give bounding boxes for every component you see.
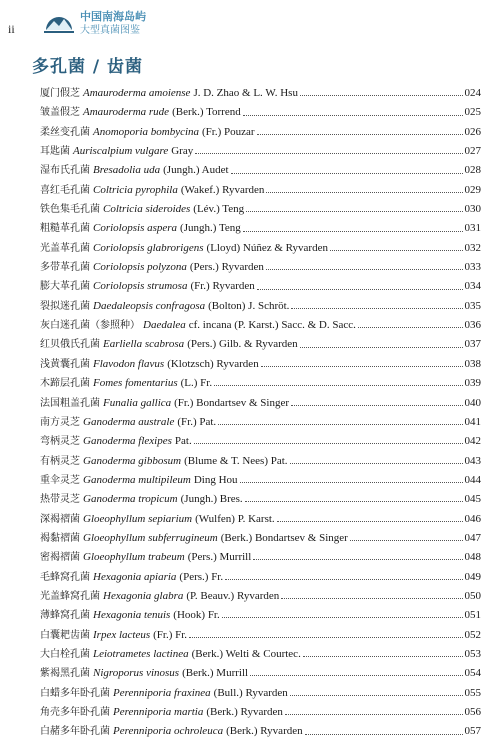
- toc-entry[interactable]: [40, 587, 481, 606]
- leader-dots: [291, 405, 462, 406]
- entry-author: Ding Hou: [193, 473, 238, 486]
- entry-page-number: 056: [464, 706, 481, 718]
- entry-author: (Berk.) Bondartsev & Singer: [220, 531, 348, 544]
- entry-chinese-name: 浅黄囊孔菌: [40, 358, 90, 370]
- entry-chinese-name: 湿布氏孔菌: [40, 165, 90, 177]
- entry-page-number: 048: [464, 551, 481, 564]
- entry-page-number: 036: [464, 319, 481, 332]
- series-subtitle: 大型真菌图鉴: [80, 25, 140, 36]
- series-title: 中国南海岛屿: [80, 10, 146, 23]
- toc-entry[interactable]: [40, 432, 481, 451]
- toc-entry[interactable]: [40, 606, 481, 625]
- entry-latin-name: Nigroporus vinosus: [93, 667, 180, 680]
- entry-page-number: 037: [464, 338, 481, 351]
- toc-entry[interactable]: [40, 722, 481, 741]
- series-title-block: [80, 10, 146, 38]
- toc-entry[interactable]: [40, 645, 481, 664]
- entry-page-number: 034: [464, 280, 481, 293]
- table-of-contents: [40, 84, 481, 742]
- entry-page-number: 054: [464, 667, 481, 680]
- entry-chinese-name: 光盖革孔菌: [40, 242, 90, 254]
- entry-author: (Fr.) Pouzar: [202, 125, 255, 138]
- entry-author: J. D. Zhao & L. W. Hsu: [193, 87, 298, 99]
- entry-latin-name: Hexagonia glabra: [103, 589, 184, 602]
- toc-entry[interactable]: [40, 413, 481, 432]
- entry-author: (Berk.) Ryvarden: [206, 706, 283, 718]
- entry-chinese-name: 白蜡多年卧孔菌: [40, 687, 110, 699]
- entry-latin-name: Anomoporia bombycina: [93, 125, 200, 138]
- entry-latin-name: Coriolopsis polyzona: [93, 261, 187, 274]
- leader-dots: [243, 115, 463, 116]
- toc-entry[interactable]: [40, 355, 481, 374]
- leader-dots: [277, 521, 463, 522]
- toc-entry[interactable]: [40, 103, 481, 122]
- entry-author: (P. Beauv.) Ryvarden: [186, 589, 280, 602]
- entry-page-number: 029: [464, 183, 481, 196]
- entry-author: Gray: [171, 145, 194, 158]
- entry-page-number: 026: [464, 125, 481, 138]
- entry-author: (Fr.) Bondartsev & Singer: [174, 396, 290, 409]
- entry-latin-name: Flavodon flavus: [93, 357, 165, 370]
- entry-page-number: 041: [464, 415, 481, 428]
- entry-chinese-name: 多带革孔菌: [40, 262, 90, 274]
- entry-page-number: 050: [464, 589, 481, 602]
- toc-entry[interactable]: [40, 490, 481, 509]
- toc-entry[interactable]: [40, 664, 481, 683]
- entry-page-number: 045: [464, 493, 481, 506]
- entry-latin-name: Earliella scabrosa: [103, 338, 185, 351]
- toc-entry[interactable]: [40, 142, 481, 161]
- leader-dots: [222, 617, 463, 618]
- leader-dots: [300, 95, 463, 96]
- entry-latin-name: Fomes fomentarius: [93, 377, 178, 390]
- entry-author: (Bull.) Ryvarden: [213, 686, 288, 699]
- entry-author: (Fr.) Ryvarden: [190, 280, 255, 293]
- entry-author: (Bolton) J. Schröt.: [208, 299, 290, 312]
- entry-page-number: 055: [464, 686, 481, 699]
- entry-chinese-name: 重伞灵芝: [40, 474, 80, 486]
- leader-dots: [195, 153, 462, 154]
- entry-chinese-name: 角壳多年卧孔菌: [40, 707, 110, 718]
- leader-dots: [243, 231, 463, 232]
- entry-author: (L.) Fr.: [180, 377, 213, 390]
- entry-latin-name: Irpex lacteus: [93, 628, 151, 641]
- entry-latin-name: Auriscalpium vulgare: [73, 145, 169, 158]
- entry-page-number: 046: [464, 512, 481, 525]
- leader-dots: [245, 501, 463, 502]
- toc-entry[interactable]: [40, 529, 481, 548]
- entry-page-number: 028: [464, 164, 481, 177]
- entry-latin-name: Ganoderma australe: [83, 415, 175, 428]
- toc-entry[interactable]: [40, 239, 481, 258]
- entry-latin-name: Ganoderma tropicum: [83, 493, 178, 506]
- entry-latin-name: Perenniporia fraxinea: [113, 686, 211, 699]
- entry-author: (Fr.) Pat.: [177, 415, 217, 428]
- leader-dots: [257, 134, 463, 135]
- section-title: 多孔菌 / 齿菌: [32, 57, 144, 77]
- entry-chinese-name: 毛蜂窝孔菌: [40, 571, 90, 583]
- entry-chinese-name: 光盖蜂窝孔菌: [40, 590, 100, 602]
- toc-entry[interactable]: [40, 181, 481, 200]
- entry-author: (Pers.) Murrill: [187, 551, 252, 564]
- leader-dots: [291, 308, 462, 309]
- entry-chinese-name: 有柄灵芝: [40, 455, 80, 467]
- entry-chinese-name: 皱盖假芝: [40, 107, 80, 119]
- entry-latin-name: Coriolopsis aspera: [93, 222, 178, 235]
- entry-latin-name: Leiotrametes lactinea: [93, 647, 189, 660]
- entry-page-number: 039: [464, 377, 481, 390]
- leader-dots: [218, 424, 462, 425]
- entry-author: (Klotzsch) Ryvarden: [167, 357, 259, 370]
- entry-author: cf. incana (P. Karst.) Sacc. & D. Sacc.: [188, 319, 356, 332]
- toc-entry[interactable]: [40, 316, 481, 335]
- entry-chinese-name: 深褐褶菌: [40, 513, 80, 525]
- entry-chinese-name: 法国粗盖孔菌: [40, 397, 100, 409]
- entry-page-number: 052: [464, 628, 481, 641]
- logo-icon: [42, 10, 76, 40]
- entry-latin-name: Coltricia pyrophila: [93, 183, 178, 196]
- entry-latin-name: Daedalea: [143, 319, 186, 332]
- page-number: ii: [8, 22, 15, 36]
- entry-page-number: 027: [464, 145, 481, 158]
- entry-latin-name: Coriolopsis glabrorigens: [93, 241, 204, 254]
- entry-chinese-name: 红贝俄氏孔菌: [40, 339, 100, 351]
- leader-dots: [358, 327, 463, 328]
- toc-entry[interactable]: [40, 394, 481, 413]
- entry-page-number: 047: [464, 531, 481, 544]
- entry-page-number: 049: [464, 570, 481, 583]
- entry-page-number: 024: [464, 87, 481, 99]
- leader-dots: [300, 347, 463, 348]
- leader-dots: [250, 675, 462, 676]
- entry-latin-name: Gloeophyllum subferrugineum: [83, 531, 218, 544]
- entry-page-number: 042: [464, 435, 481, 448]
- toc-entry[interactable]: [40, 626, 481, 645]
- entry-chinese-name: 耳匙菌: [40, 146, 70, 158]
- entry-chinese-name: 膨大革孔菌: [40, 281, 90, 293]
- leader-dots: [194, 443, 463, 444]
- toc-entry[interactable]: [40, 684, 481, 703]
- entry-page-number: 044: [464, 473, 481, 486]
- entry-page-number: 025: [464, 106, 481, 119]
- entry-latin-name: Ganoderma flexipes: [83, 435, 172, 448]
- toc-entry[interactable]: [40, 452, 481, 471]
- entry-chinese-name: 密褐褶菌: [40, 552, 80, 564]
- entry-latin-name: Hexagonia apiaria: [93, 570, 177, 583]
- entry-author: (Berk.) Welti & Courtec.: [191, 647, 301, 660]
- entry-latin-name: Funalia gallica: [103, 396, 172, 409]
- entry-author: (Wakef.) Ryvarden: [180, 183, 265, 196]
- entry-latin-name: Ganoderma multipileum: [83, 473, 191, 486]
- toc-entry[interactable]: [40, 510, 481, 529]
- leader-dots: [285, 714, 463, 715]
- toc-entry[interactable]: [40, 161, 481, 180]
- entry-chinese-name: 弯柄灵芝: [40, 436, 80, 448]
- entry-chinese-name: 南方灵芝: [40, 416, 80, 428]
- entry-latin-name: Bresadolia uda: [93, 164, 161, 177]
- toc-entry[interactable]: [40, 703, 481, 722]
- toc-entry[interactable]: [40, 335, 481, 354]
- toc-entry[interactable]: [40, 258, 481, 277]
- entry-chinese-name: 铁色集毛孔菌: [40, 204, 100, 216]
- entry-latin-name: Amauroderma amoiense: [83, 87, 191, 99]
- entry-author: (Berk.) Torrend: [172, 106, 241, 119]
- entry-author: Pat.: [174, 435, 192, 448]
- toc-entry[interactable]: [40, 297, 481, 316]
- entry-author: (Jungh.) Audet: [163, 164, 229, 177]
- entry-chinese-name: 大白栓孔菌: [40, 648, 90, 660]
- entry-author: (Lloyd) Núñez & Ryvarden: [206, 241, 328, 254]
- leader-dots: [240, 482, 463, 483]
- entry-page-number: 031: [464, 222, 481, 235]
- leader-dots: [246, 211, 462, 212]
- entry-page-number: 035: [464, 299, 481, 312]
- toc-entry[interactable]: [40, 374, 481, 393]
- entry-latin-name: Hexagonia tenuis: [93, 609, 171, 622]
- entry-chinese-name: 褐黏褶菌: [40, 532, 80, 544]
- entry-chinese-name: 薄蜂窝孔菌: [40, 610, 90, 622]
- entry-page-number: 030: [464, 203, 481, 216]
- toc-entry[interactable]: [40, 219, 481, 238]
- entry-author: (Hook) Fr.: [173, 609, 220, 622]
- entry-chinese-name: 白囊耙齿菌: [40, 629, 90, 641]
- entry-author: (Pers.) Fr.: [179, 570, 224, 583]
- toc-entry[interactable]: [40, 84, 481, 103]
- entry-author: (Berk.) Ryvarden: [226, 725, 303, 738]
- entry-latin-name: Amauroderma rude: [83, 106, 170, 119]
- toc-entry[interactable]: [40, 568, 481, 587]
- entry-page-number: 051: [464, 609, 481, 622]
- entry-author: (Pers.) Gilb. & Ryvarden: [187, 338, 298, 351]
- toc-entry[interactable]: [40, 123, 481, 142]
- leader-dots: [330, 250, 463, 251]
- entry-latin-name: Gloeophyllum sepiarium: [83, 512, 193, 525]
- entry-author: (Jungh.) Teng: [180, 222, 241, 235]
- toc-entry[interactable]: [40, 277, 481, 296]
- entry-chinese-name: 喜红毛孔菌: [40, 184, 90, 196]
- entry-chinese-name: 粗糙革孔菌: [40, 223, 90, 235]
- entry-author: (Jungh.) Bres.: [180, 493, 243, 506]
- entry-latin-name: Coltricia sideroides: [103, 203, 191, 216]
- entry-latin-name: Perenniporia martia: [113, 706, 204, 718]
- entry-chinese-name: 木蹄层孔菌: [40, 378, 90, 390]
- entry-author: (Blume & T. Nees) Pat.: [184, 454, 288, 467]
- entry-chinese-name: 紫褐黑孔菌: [40, 668, 90, 680]
- entry-page-number: 032: [464, 241, 481, 254]
- leader-dots: [214, 385, 462, 386]
- entry-page-number: 057: [464, 725, 481, 738]
- leader-dots: [266, 192, 462, 193]
- leader-dots: [231, 173, 463, 174]
- entry-author: (Wulfen) P. Karst.: [195, 512, 275, 525]
- entry-chinese-name: 厦门假芝: [40, 88, 80, 99]
- entry-chinese-name: 灰白迷孔菌（参照种）: [40, 320, 140, 332]
- entry-page-number: 040: [464, 396, 481, 409]
- leader-dots: [290, 463, 463, 464]
- leader-dots: [290, 695, 463, 696]
- entry-chinese-name: 裂拟迷孔菌: [40, 300, 90, 312]
- entry-chinese-name: 柔丝变孔菌: [40, 126, 90, 138]
- leader-dots: [225, 579, 462, 580]
- entry-author: (Berk.) Murrill: [182, 667, 249, 680]
- toc-entry[interactable]: [40, 548, 481, 567]
- entry-page-number: 053: [464, 647, 481, 660]
- leader-dots: [303, 656, 463, 657]
- entry-page-number: 038: [464, 357, 481, 370]
- entry-chinese-name: 热带灵芝: [40, 494, 80, 506]
- entry-latin-name: Ganoderma gibbosum: [83, 454, 182, 467]
- entry-latin-name: Gloeophyllum trabeum: [83, 551, 185, 564]
- leader-dots: [189, 637, 462, 638]
- leader-dots: [257, 289, 463, 290]
- leader-dots: [261, 366, 463, 367]
- entry-latin-name: Coriolopsis strumosa: [93, 280, 188, 293]
- entry-author: (Fr.) Fr.: [153, 628, 188, 641]
- entry-author: (Lév.) Teng: [193, 203, 245, 216]
- entry-page-number: 043: [464, 454, 481, 467]
- entry-author: (Pers.) Ryvarden: [189, 261, 264, 274]
- leader-dots: [281, 598, 462, 599]
- entry-chinese-name: 白赭多年卧孔菌: [40, 726, 110, 738]
- entry-latin-name: Daedaleopsis confragosa: [93, 299, 206, 312]
- leader-dots: [305, 734, 463, 735]
- entry-latin-name: Perenniporia ochroleuca: [113, 725, 224, 738]
- entry-page-number: 033: [464, 261, 481, 274]
- leader-dots: [266, 269, 463, 270]
- leader-dots: [350, 540, 463, 541]
- leader-dots: [253, 559, 462, 560]
- toc-entry[interactable]: [40, 200, 481, 219]
- toc-entry[interactable]: [40, 471, 481, 490]
